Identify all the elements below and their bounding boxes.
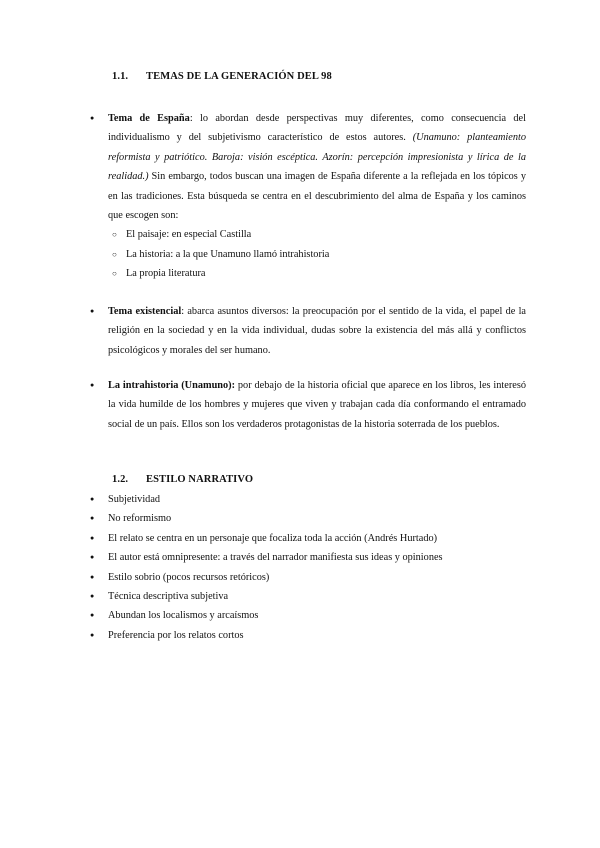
- list-item: ● Subjetividad: [90, 490, 526, 509]
- body-text: Sin embargo, todos buscan una imagen de España diferente a la reflejada en los tópicos y en las tradiciones. Esta búsqueda se centra en el descubrimiento del alma de España y los caminos que escogen son:: [108, 171, 526, 222]
- list-item: ● Estilo sobrio (pocos recursos retóricos): [90, 568, 526, 587]
- section-heading-temas: [112, 71, 332, 82]
- style-list: [90, 490, 526, 645]
- sub-list-item: ○ La historia: a la que Unamuno llamó intrahistoria: [90, 245, 526, 264]
- list-item: [90, 376, 526, 434]
- section-number: 1.1.: [112, 71, 129, 82]
- list-item: ● El autor está omnipresente: a través del narrador manifiesta sus ideas y opiniones: [90, 548, 526, 567]
- list-item: ● Preferencia por los relatos cortos: [90, 626, 526, 645]
- sub-list-item: ○ La propia literatura: [90, 264, 526, 283]
- term-label: Tema existencial: [108, 306, 182, 317]
- section-title: TEMAS DE LA GENERACIÓN DEL 98: [146, 71, 332, 82]
- section-title: ESTILO NARRATIVO: [146, 474, 254, 485]
- bullet-tema-espana: [90, 109, 526, 284]
- section-heading-estilo: [112, 474, 253, 485]
- list-item: ● Abundan los localismos y arcaísmos: [90, 606, 526, 625]
- body-text: : lo abordan desde perspectivas muy diferentes, como consecuencia del individualismo y del subjetivismo característico de estos autores.: [108, 113, 526, 144]
- italic-note: (Unamuno: planteamiento reformista y patriótico. Baroja: visión escéptica. Azorín: percepción impresionista y lírica de la realidad.): [108, 132, 527, 183]
- list-item: [90, 302, 526, 360]
- list-item: ● El relato se centra en un personaje que focaliza toda la acción (Andrés Hurtado): [90, 529, 526, 548]
- body-text: : abarca asuntos diversos: la preocupación por el sentido de la vida, el papel de la religión en la sociedad y en la vida individual, dudas sobre la existencia del más allá y conflictos psicológicos y morales del ser humano.: [108, 306, 527, 356]
- bullet-intrahistoria: [90, 376, 526, 434]
- body-text: por debajo de la historia oficial que aparece en los libros, les interesó la vida humilde de los hombres y mujeres que viven y trabajan cada día conformando el entramado social de un país. Ellos son los verdaderos protagonistas de la historia soterrada de los pueblos.: [108, 380, 526, 430]
- list-item: [90, 109, 526, 225]
- section-number: 1.2.: [112, 474, 129, 485]
- list-item: ● Técnica descriptiva subjetiva: [90, 587, 526, 606]
- term-label: Tema de España: [108, 113, 190, 124]
- sub-list: [90, 225, 526, 283]
- term-label: La intrahistoria (Unamuno):: [108, 380, 236, 391]
- list-item: ● No reformismo: [90, 509, 526, 528]
- sub-list-item: ○ El paisaje: en especial Castilla: [90, 225, 526, 244]
- bullet-tema-existencial: [90, 302, 526, 360]
